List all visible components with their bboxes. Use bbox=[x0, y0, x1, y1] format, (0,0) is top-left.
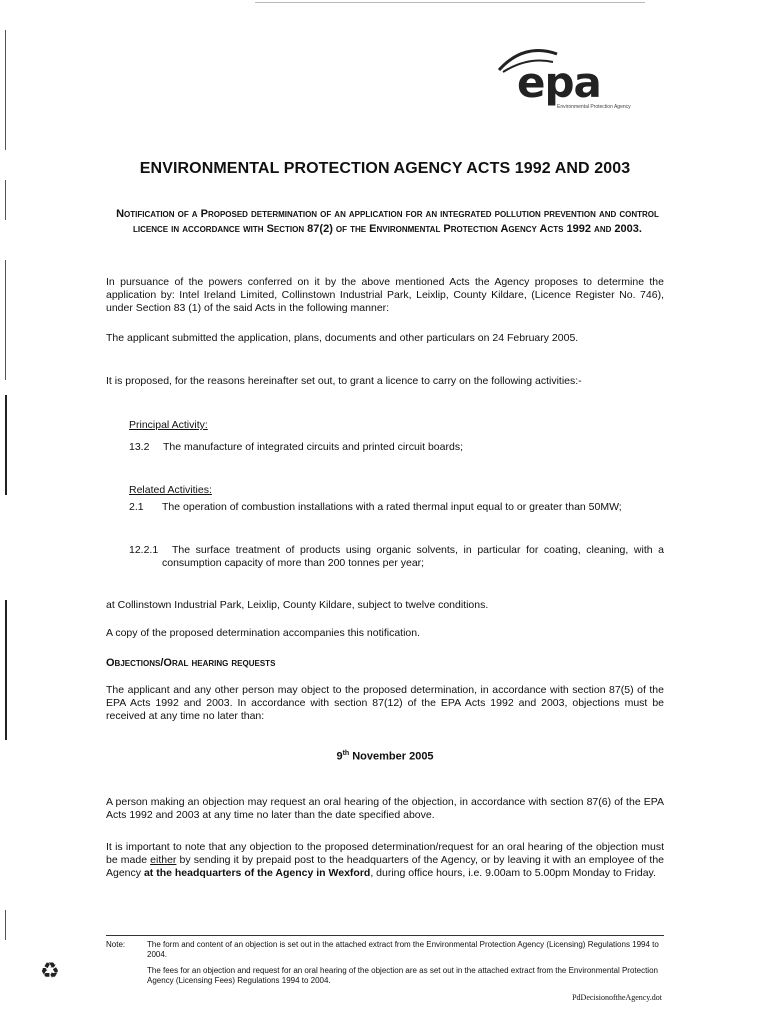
copy-note-paragraph: A copy of the proposed determination accompanies this notification. bbox=[106, 627, 421, 639]
footer-filename: PdDecisionoftheAgency.dot bbox=[572, 993, 662, 1002]
related-activity-text: The surface treatment of products using organic solvents, in particular for coating, cleaning, with a consumption capacity of more than 200 tonnes per year; bbox=[162, 544, 664, 569]
margin-artifact bbox=[5, 600, 7, 740]
principal-activity-text: The manufacture of integrated circuits and printed circuit boards; bbox=[163, 441, 463, 453]
objections-heading: Objections/Oral hearing requests bbox=[106, 657, 276, 669]
submission-paragraph: The applicant submitted the application, plans, documents and other particulars on 24 February 2005. bbox=[106, 332, 579, 344]
related-activities-heading: Related Activities: bbox=[129, 484, 212, 496]
method-text-b: by sending it by prepaid post to the headquarters of the Agency, or by leaving it with an employee of the Agency bbox=[106, 854, 664, 879]
proposal-paragraph: It is proposed, for the reasons hereinafter set out, to grant a licence to carry on the following activities:- bbox=[106, 375, 582, 387]
method-either: either bbox=[150, 854, 177, 866]
deadline-date bbox=[0, 750, 770, 763]
objections-paragraph: The applicant and any other person may object to the proposed determination, in accordance with section 87(5) of the EPA Acts 1992 and 2003. In accordance with section 87(12) of the EPA Acts 1992 and 2003, objections must be received at any time no later than: bbox=[106, 684, 664, 722]
footer-divider bbox=[106, 935, 664, 936]
principal-activity-heading: Principal Activity: bbox=[129, 419, 208, 431]
logo-tagline: Environmental Protection Agency bbox=[557, 104, 631, 110]
location-paragraph: at Collinstown Industrial Park, Leixlip, County Kildare, subject to twelve conditions. bbox=[106, 599, 489, 611]
margin-artifact bbox=[5, 180, 6, 220]
intro-paragraph: In pursuance of the powers conferred on it by the above mentioned Acts the Agency proposes to determine the application by: Intel Ireland Limited, Collinstown Industrial Park, Leixlip, County Kildare, (Licence Register No. 746), under Section 83 (1) of the said Acts in the following manner: bbox=[106, 276, 664, 314]
method-headquarters: at the headquarters of the Agency in Wexford bbox=[143, 867, 371, 879]
oral-hearing-paragraph: A person making an objection may request an oral hearing of the objection, in accordance with section 87(6) of the EPA Acts 1992 and 2003 at any time no later than the date specified above. bbox=[106, 796, 664, 821]
logo-text: epa bbox=[517, 58, 601, 107]
note-label: Note: bbox=[106, 940, 126, 949]
related-activity-text: The operation of combustion installations with a rated thermal input equal to or greater than 50MW; bbox=[162, 501, 622, 513]
submission-method-paragraph bbox=[106, 841, 664, 880]
related-activity-number: 12.2.1 bbox=[129, 544, 159, 556]
scan-artifact-line bbox=[255, 2, 645, 3]
method-text-a: It is important to note that any objection to the proposed determination/request for an oral hearing of the objection must be made bbox=[106, 841, 664, 866]
deadline-suffix: th bbox=[342, 750, 350, 757]
principal-activity-number: 13.2 bbox=[129, 441, 150, 453]
recycle-icon: ♻ bbox=[40, 958, 60, 983]
margin-artifact bbox=[5, 30, 6, 150]
deadline-day: 9 bbox=[336, 750, 343, 763]
margin-artifact bbox=[5, 910, 6, 940]
footer-note: The fees for an objection and request for an oral hearing of the objection are as set out in the attached extract from the Environmental Protection Agency (Licensing Fees) Regulations 1994 to 2004. bbox=[147, 966, 658, 985]
page-title: ENVIRONMENTAL PROTECTION AGENCY ACTS 1992 AND 2003 bbox=[139, 160, 631, 177]
margin-artifact bbox=[5, 260, 6, 380]
related-activity-number: 2.1 bbox=[129, 501, 144, 513]
page-subtitle: Notification of a Proposed determination of an application for an integrated pollution prevention and control licence in accordance with Section 87(2) of the Environmental Protection Agency Acts 1992 and 2003. bbox=[116, 208, 659, 235]
epa-logo bbox=[495, 44, 655, 124]
method-text-c: , during office hours, i.e. 9.00am to 5.00pm Monday to Friday. bbox=[370, 867, 656, 879]
footer-note: The form and content of an objection is set out in the attached extract from the Environmental Protection Agency (Licensing) Regulations 1994 to 2004. bbox=[147, 940, 659, 959]
deadline-rest: November 2005 bbox=[349, 750, 434, 763]
margin-artifact bbox=[5, 395, 7, 495]
